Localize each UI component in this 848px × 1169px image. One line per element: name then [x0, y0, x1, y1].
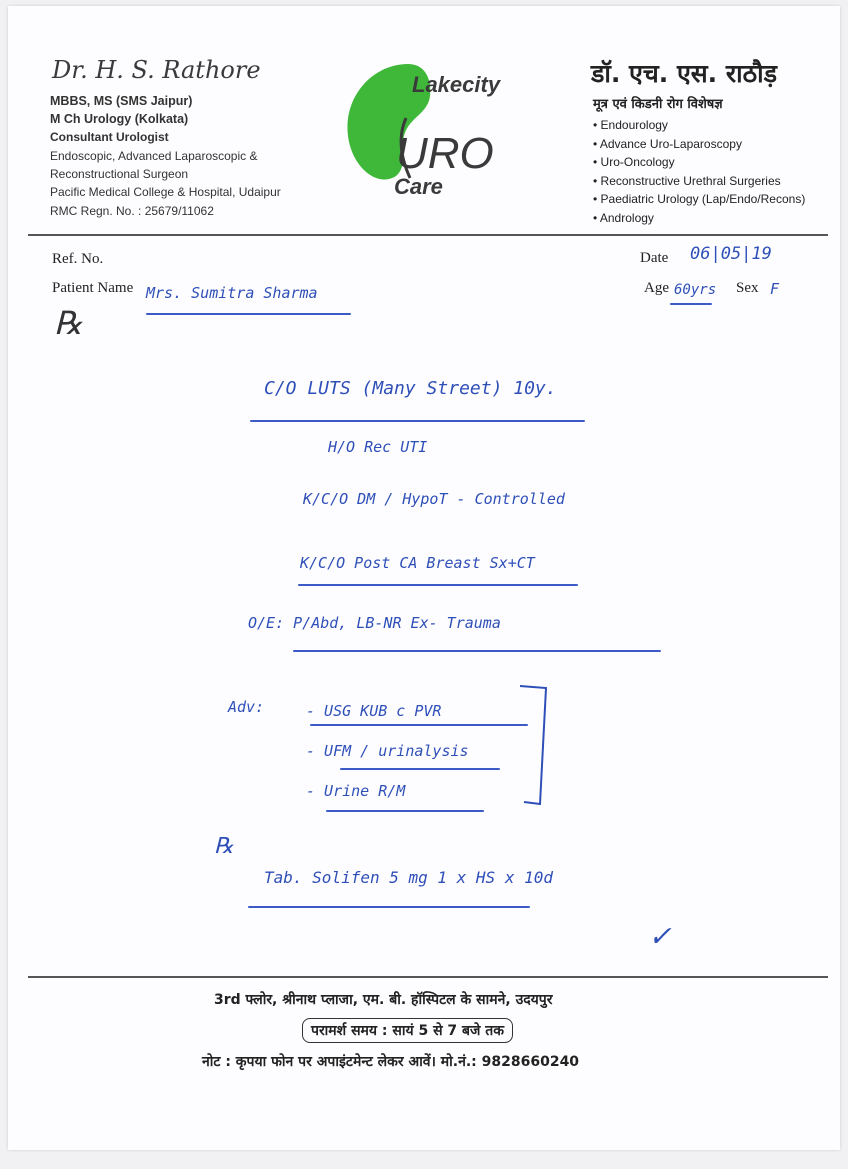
service-item: • Paediatric Urology (Lap/Endo/Recons) [593, 190, 805, 209]
footer-divider [28, 976, 828, 978]
service-item: • Reconstructive Urethral Surgeries [593, 172, 805, 191]
patient-name-value: Mrs. Sumitra Sharma [146, 284, 318, 302]
prescription-sheet [8, 6, 840, 1150]
logo-text-top: Lakecity [412, 72, 501, 97]
specialty-hindi: मूत्र एवं किडनी रोग विशेषज्ञ [593, 97, 723, 112]
examination-underline [293, 650, 661, 652]
examination-line: O/E: P/Abd, LB-NR Ex- Trauma [248, 614, 501, 632]
ref-no-label: Ref. No. [52, 251, 104, 267]
date-value: 06|05|19 [690, 244, 772, 264]
qualification-1: MBBS, MS (SMS Jaipur) [50, 94, 193, 108]
service-item: • Advance Uro-Laparoscopy [593, 135, 805, 154]
advice-underline-3 [326, 810, 484, 812]
age-value: 60yrs [674, 282, 717, 298]
rx-underline [248, 906, 530, 908]
hospital-name: Pacific Medical College & Hospital, Udaipur [50, 185, 281, 199]
logo-text-middle: URO [396, 129, 494, 178]
complaint-underline [250, 420, 585, 422]
advice-label: Adv: [228, 698, 265, 716]
rx-handwritten: ℞ [214, 834, 234, 859]
expertise-line-2: Reconstructional Surgeon [50, 167, 189, 181]
patient-name-label: Patient Name [52, 280, 134, 296]
complaint-line: C/O LUTS (Many Street) 10y. [264, 378, 557, 399]
history-line-2: K/C/O DM / HypoT - Controlled [303, 490, 565, 508]
doctor-name: Dr. H. S. Rathore [52, 56, 261, 84]
advice-item-2: - UFM / urinalysis [306, 742, 469, 760]
advice-underline-2 [340, 768, 500, 770]
history-line-1: H/O Rec UTI [328, 438, 428, 456]
history-line-3: K/C/O Post CA Breast Sx+CT [300, 554, 535, 572]
advice-item-3: - Urine R/M [306, 782, 406, 800]
header-divider [28, 234, 828, 236]
sex-value: F [770, 280, 780, 298]
history-underline [298, 584, 578, 586]
designation: Consultant Urologist [50, 130, 169, 144]
sex-label: Sex [736, 280, 759, 296]
services-list [593, 116, 805, 227]
service-item: • Uro-Oncology [593, 153, 805, 172]
qualification-2: M Ch Urology (Kolkata) [50, 112, 189, 126]
clinic-address: 3rd फ्लोर, श्रीनाथ प्लाजा, एम. बी. हॉस्पिटल के सामने, उदयपुर [214, 992, 553, 1008]
age-underline [670, 303, 712, 305]
appointment-note: नोट : कृपया फोन पर अपाइंटमेन्ट लेकर आवें। मो.नं.: 9828660240 [202, 1054, 580, 1070]
registration-number: RMC Regn. No. : 25679/11062 [50, 204, 214, 218]
service-item: • Endourology [593, 116, 805, 135]
doctor-signature: ✓ [650, 916, 670, 954]
advice-item-1: - USG KUB c PVR [306, 702, 442, 720]
clinic-logo [338, 56, 508, 206]
service-item: • Andrology [593, 209, 805, 228]
consultation-hours: परामर्श समय : सायं 5 से 7 बजे तक [302, 1018, 513, 1043]
rx-medication: Tab. Solifen 5 mg 1 x HS x 10d [264, 868, 553, 887]
date-label: Date [640, 250, 669, 266]
advice-bracket [516, 684, 552, 808]
patient-name-underline [146, 313, 351, 315]
doctor-name-hindi: डॉ. एच. एस. राठौड़ [591, 59, 777, 88]
logo-text-bottom: Care [394, 174, 443, 199]
expertise-line-1: Endoscopic, Advanced Laparoscopic & [50, 149, 258, 163]
advice-underline-1 [310, 724, 528, 726]
rx-symbol: ℞ [54, 304, 83, 342]
age-label: Age [644, 280, 669, 296]
